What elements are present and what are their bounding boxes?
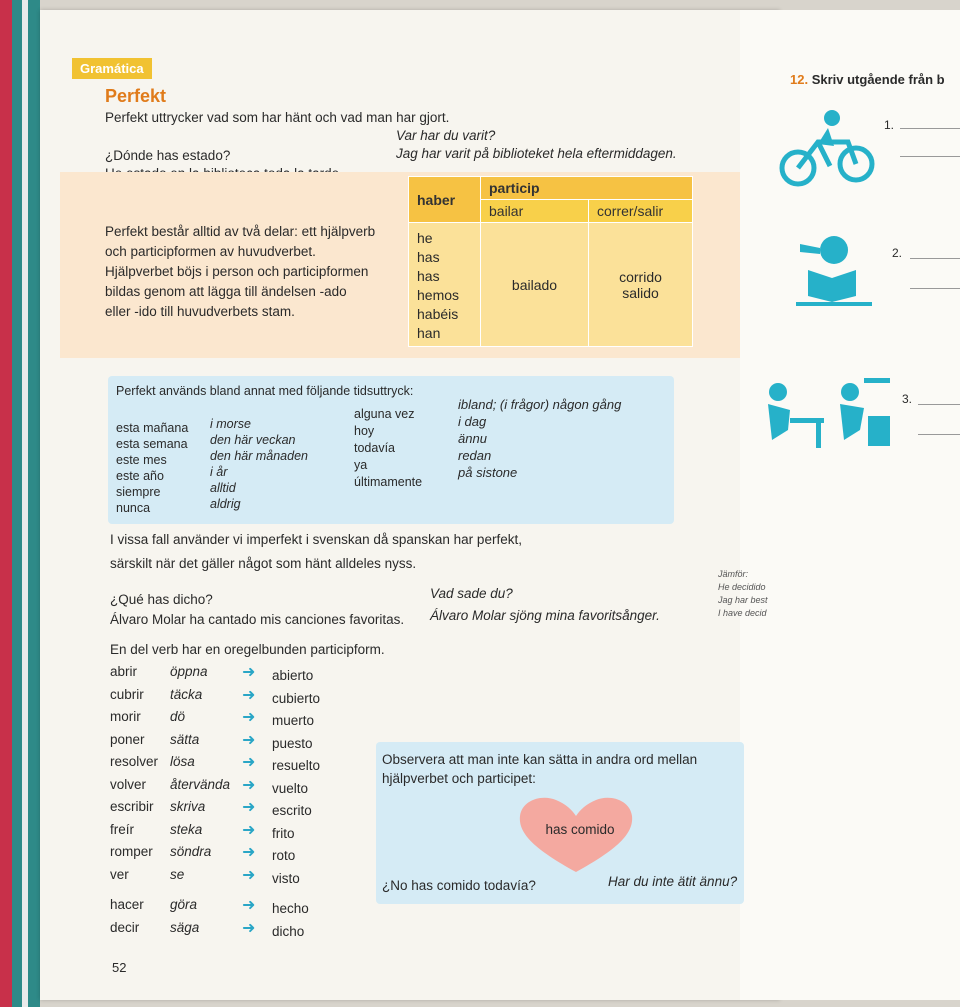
arrow-right-icon: ➜ [242,686,256,704]
time-left-es [116,420,188,516]
verb-translation: dö [170,709,186,724]
time-expr-sv: i dag [458,414,487,429]
time-expr-es: todavía [354,441,396,455]
verb-infinitive: resolver [110,754,159,769]
arrow-right-icon: ➜ [242,821,256,839]
observe-line: hjälpverbet och participet: [382,771,536,786]
conjugation-table [408,176,693,347]
book-spine [0,0,40,1007]
explanation-text [105,222,375,322]
bailar-header: bailar [481,200,589,223]
time-expr-es: esta semana [116,437,188,451]
time-expr-sv: ännu [458,431,487,446]
observe-line: Observera att man inte kan sätta in andra ord mellan [382,752,698,767]
verb-translation: återvända [170,776,231,792]
time-expr-sv: den här veckan [210,433,296,447]
verb-translation: se [170,866,185,882]
haber-form: has [417,268,440,284]
verb-participle: muerto [272,713,315,728]
verb-infinitive: romper [110,844,153,859]
verb-participle: dicho [272,923,305,939]
verb-translation: skriva [170,799,206,814]
answer-line[interactable] [910,288,960,289]
verb-participle: visto [272,870,300,886]
time-expr-sv: alltid [210,481,236,495]
answer-line[interactable] [918,434,960,435]
verb-translation: säga [170,919,200,935]
verb-participle: abierto [272,668,314,683]
time-expr-sv: på sistone [458,465,518,480]
intro-question-es: ¿Dónde has estado? [105,148,231,163]
arrow-right-icon: ➜ [242,897,256,914]
answer-line[interactable] [900,128,960,129]
time-expr-sv: redan [458,448,492,463]
time-expr-es: este año [116,469,164,483]
reading-icon [790,230,874,310]
verb-translation: göra [170,897,198,912]
imperfekt-question-es: ¿Qué has dicho? [110,592,213,607]
verb-participle: frito [272,825,295,841]
irregular-heading: En del verb har en oregelbunden participform. [110,642,385,657]
time-expr-es: nunca [116,501,151,515]
time-expr-es: hoy [354,424,375,438]
verb-infinitive: ver [110,866,129,882]
heart-label: has comido [545,822,615,837]
page-title: Perfekt [105,86,167,106]
haber-form: hemos [417,287,460,303]
verb-infinitive: abrir [110,664,138,679]
margin-note [718,568,768,620]
time-left-sv [210,416,308,512]
verb-translation: söndra [170,844,212,859]
imperfekt-line-2: särskilt när det gäller något som hänt alldeles nyss. [110,556,417,571]
verb-participle: escrito [272,803,312,818]
haber-header: haber [409,177,481,223]
arrow-right-icon: ➜ [242,776,256,794]
time-expr-es: últimamente [354,475,423,489]
verb-infinitive: cubrir [110,686,144,702]
particip-header: particip [481,177,693,200]
imperfekt-question-sv: Vad sade du? [430,586,513,601]
imperfekt-line-1: I vissa fall använder vi imperfekt i svenskan då spanskan har perfekt, [110,532,522,547]
arrow-right-icon: ➜ [242,799,256,816]
explanation-line: Perfekt består alltid av två delar: ett hjälpverb [105,224,376,239]
arrow-right-icon: ➜ [242,664,256,681]
arrow-right-icon: ➜ [242,754,256,771]
imperfekt-answer-sv: Álvaro Molar sjöng mina favoritsånger. [430,608,660,623]
time-expr-es: siempre [116,485,161,499]
time-expr-sv: ibland; (i frågor) någon gång [458,397,622,412]
verb-translation: steka [170,821,203,837]
verb-translation: sätta [170,731,200,747]
exercise-item-2: 2. [892,246,903,260]
time-expressions-heading: Perfekt används bland annat med följande tidsuttryck: [116,384,414,398]
explanation-line: eller -ido till huvudverbets stam. [105,304,295,319]
haber-form: habéis [417,306,459,322]
answer-line[interactable] [910,258,960,259]
haber-form: has [417,249,440,265]
time-right-sv [458,396,621,481]
verb-infinitive: hacer [110,897,144,912]
verb-participle: roto [272,848,296,863]
verb-participle: puesto [272,735,313,751]
corrido-salido-cell [589,223,693,347]
haber-forms [409,223,481,347]
exercise-item-3: 3. [902,392,913,406]
arrow-right-icon: ➜ [242,844,256,861]
verb-translation: lösa [170,754,195,769]
corrido: corrido [619,268,662,285]
time-expr-sv: den här månaden [210,449,308,463]
section-badge: Gramática [72,58,152,79]
time-expr-sv: aldrig [210,497,241,511]
haber-form: han [417,325,441,341]
exercise-number: 12. [790,72,809,87]
exercise-text: Skriv utgående från b [811,72,945,87]
verb-participle: resuelto [272,758,321,773]
time-expr-es: ya [354,458,368,472]
intro-line: Perfekt uttrycker vad som har hänt och vad man har gjort. [105,110,450,125]
page-number: 52 [112,960,127,975]
verb-translation: öppna [170,664,208,679]
margin-note-line: Jag har best [718,595,768,605]
verb-infinitive: decir [110,919,140,935]
verb-participle: cubierto [272,690,321,706]
margin-note-line: He decidido [718,582,766,592]
arrow-right-icon: ➜ [242,919,256,937]
salido: salido [622,284,659,301]
intro-answer-sv: Jag har varit på biblioteket hela eftermiddagen. [396,146,677,161]
observe-example-es: ¿No has comido todavía? [382,878,536,893]
arrow-right-icon: ➜ [242,709,256,726]
margin-note-line: Jämför: [718,569,749,579]
margin-note-line: I have decid [718,608,767,618]
explanation-line: Hjälpverbet böjs i person och participformen [105,264,369,279]
haber-form: he [417,230,433,246]
verb-infinitive: morir [110,709,141,724]
time-expr-es: alguna vez [354,407,415,421]
verb-translation: täcka [170,686,203,702]
verb-participle: hecho [272,901,309,916]
time-expr-sv: i år [210,465,228,479]
exercise-header [790,72,945,87]
cyclist-icon [778,106,878,190]
explanation-line: och participformen av huvudverbet. [105,244,316,259]
verb-infinitive: volver [110,776,147,792]
observe-example-sv: Har du inte ätit ännu? [608,874,738,889]
time-expr-sv: i morse [210,417,251,431]
verb-infinitive: escribir [110,799,154,814]
imperfekt-answer-es: Álvaro Molar ha cantado mis canciones favoritas. [110,612,405,627]
explanation-line: bildas genom att lägga till ändelsen -ado [105,284,347,299]
arrow-right-icon: ➜ [242,731,256,749]
cooking-icon [760,370,896,452]
exercise-item-1: 1. [884,118,895,132]
correr-salir-header: correr/salir [589,200,693,223]
answer-line[interactable] [918,404,960,405]
time-expr-es: este mes [116,453,167,467]
intro-question-sv: Var har du varit? [396,128,496,143]
answer-line[interactable] [900,156,960,157]
arrow-right-icon: ➜ [242,866,256,884]
bailado-cell: bailado [481,223,589,347]
verb-infinitive: poner [110,731,145,747]
verb-infinitive: freír [110,821,135,837]
time-right-es [354,406,422,491]
verb-participle: vuelto [272,780,309,796]
time-expr-es: esta mañana [116,421,189,435]
observe-text [382,750,697,788]
